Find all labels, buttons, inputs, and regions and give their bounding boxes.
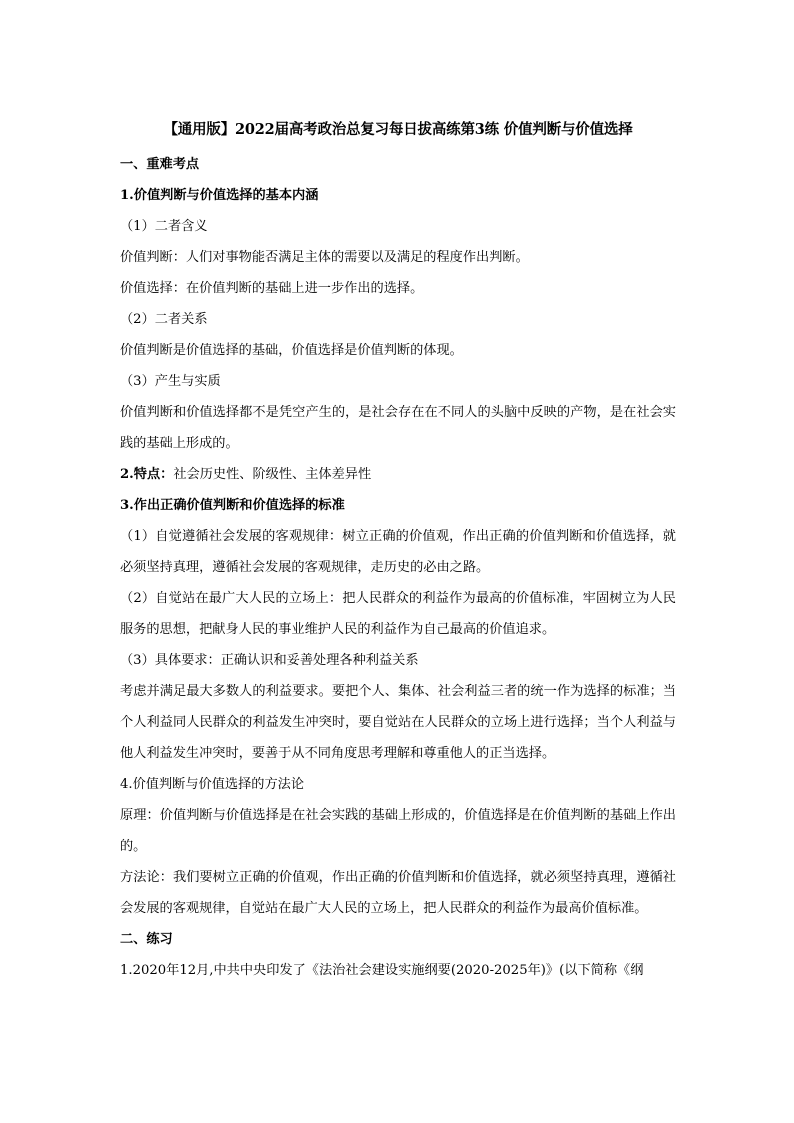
point1-sub2: （2）二者关系 xyxy=(120,312,208,327)
document-title: 【通用版】2022届高考政治总复习每日拔高练第3练 价值判断与价值选择 xyxy=(163,121,633,138)
point4-principle: 原理：价值判断与价值选择是在社会实践的基础上形成的，价值选择是在价值判断的基础上作出的。 xyxy=(120,808,676,854)
point1-sub1: （1）二者含义 xyxy=(120,219,208,234)
section-heading-exercises: 二、练习 xyxy=(120,932,173,947)
point3-item1: （1）自觉遵循社会发展的客观规律：树立正确的价值观，作出正确的价值判断和价值选择，就必须坚持真理，遵循社会发展的客观规律，走历史的必由之路。 xyxy=(120,529,676,575)
point3-item3-text: 考虑并满足最大多数人的利益要求。要把个人、集体、社会利益三者的统一作为选择的标准；当个人利益同人民群众的利益发生冲突时，要自觉站在人民群众的立场上进行选择；当个人利益与他人利益发生冲突时，要善于从不同角度思考理解和尊重他人的正当选择。 xyxy=(120,684,676,761)
point2-text: 社会历史性、阶级性、主体差异性 xyxy=(173,467,372,482)
point2-line xyxy=(120,459,676,490)
point3-item2: （2）自觉站在最广大人民的立场上：把人民群众的利益作为最高的价值标准，牢固树立为人民服务的思想，把献身人民的事业维护人民的利益作为自己最高的价值追求。 xyxy=(120,591,676,637)
point4-methodology: 方法论：我们要树立正确的价值观，作出正确的价值判断和价值选择，就必须坚持真理，遵循社会发展的客观规律，自觉站在最广大人民的立场上，把人民群众的利益作为最高价值标准。 xyxy=(120,870,676,916)
point1-sub1-judgment: 价值判断：人们对事物能否满足主体的需要以及满足的程度作出判断。 xyxy=(120,250,529,265)
point1-sub2-text: 价值判断是价值选择的基础，价值选择是价值判断的体现。 xyxy=(120,343,463,358)
section-heading-key-points: 一、重难考点 xyxy=(120,157,200,172)
point3-heading: 3.作出正确价值判断和价值选择的标准 xyxy=(120,498,345,513)
point1-sub3: （3）产生与实质 xyxy=(120,374,221,389)
point1-sub1-choice: 价值选择：在价值判断的基础上进一步作出的选择。 xyxy=(120,281,424,296)
question-1: 1.2020年12月,中共中央印发了《法治社会建设实施纲要(2020-2025年)》(以下简称《纲 xyxy=(120,963,644,978)
document-content xyxy=(120,119,676,986)
point1-heading: 1.价值判断与价值选择的基本内涵 xyxy=(120,188,319,203)
point1-sub3-text: 价值判断和价值选择都不是凭空产生的，是社会存在在不同人的头脑中反映的产物，是在社会实践的基础上形成的。 xyxy=(120,405,676,451)
point3-item3: （3）具体要求：正确认识和妥善处理各种利益关系 xyxy=(120,653,419,668)
point4-heading: 4.价值判断与价值选择的方法论 xyxy=(120,777,305,792)
point2-label: 2.特点： xyxy=(120,467,174,482)
